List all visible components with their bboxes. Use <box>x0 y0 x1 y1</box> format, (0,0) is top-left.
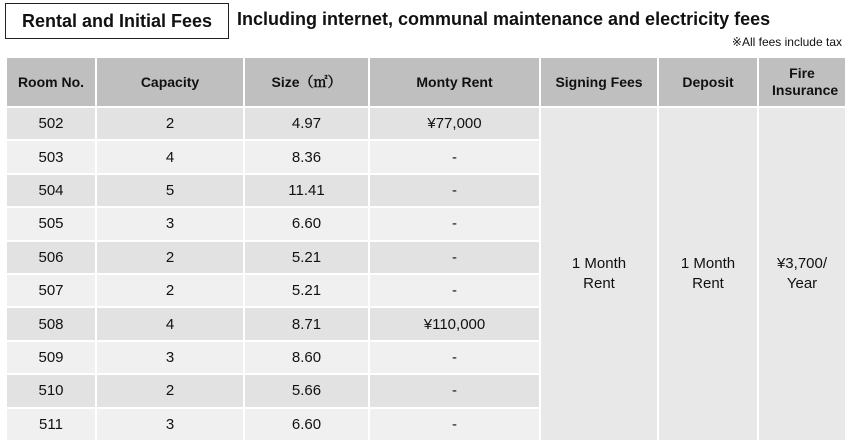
column-header-rent: Monty Rent <box>369 57 540 107</box>
column-header-fire-insurance <box>758 57 846 107</box>
room-number-cell: 502 <box>6 107 96 140</box>
fire-insurance-cell-line: ¥3,700/ <box>776 254 828 272</box>
signing-fees-cell-line: 1 Month <box>571 254 627 272</box>
monthly-rent-cell: - <box>369 207 540 240</box>
monthly-rent-cell: - <box>369 174 540 207</box>
capacity-cell: 2 <box>96 241 244 274</box>
room-number-cell: 510 <box>6 374 96 407</box>
monthly-rent-cell: - <box>369 341 540 374</box>
capacity-cell: 3 <box>96 207 244 240</box>
capacity-cell: 4 <box>96 307 244 340</box>
size-cell: 5.66 <box>244 374 369 407</box>
column-header-size: Size（㎡） <box>244 57 369 107</box>
room-number-cell: 507 <box>6 274 96 307</box>
monthly-rent-cell: ¥110,000 <box>369 307 540 340</box>
table-header-row <box>6 57 846 107</box>
column-header-capacity: Capacity <box>96 57 244 107</box>
column-header-signing-fees: Signing Fees <box>540 57 658 107</box>
size-cell: 6.60 <box>244 408 369 441</box>
monthly-rent-cell: ¥77,000 <box>369 107 540 140</box>
capacity-cell: 2 <box>96 107 244 140</box>
room-number-cell: 506 <box>6 241 96 274</box>
capacity-cell: 4 <box>96 140 244 173</box>
deposit-cell-line: Rent <box>692 274 724 292</box>
deposit-cell <box>658 107 758 441</box>
table-row <box>6 107 846 140</box>
room-number-cell: 503 <box>6 140 96 173</box>
page-title <box>5 3 229 39</box>
monthly-rent-cell: - <box>369 274 540 307</box>
capacity-cell: 2 <box>96 274 244 307</box>
size-cell: 8.71 <box>244 307 369 340</box>
page-title-text: Rental and Initial Fees <box>21 10 213 31</box>
size-cell: 11.41 <box>244 174 369 207</box>
capacity-cell: 2 <box>96 374 244 407</box>
signing-fees-cell-line: Rent <box>583 274 615 292</box>
tax-note: ※All fees include tax <box>731 35 842 49</box>
room-number-cell: 511 <box>6 408 96 441</box>
room-number-cell: 508 <box>6 307 96 340</box>
fire-insurance-header-text: Fire Insurance <box>772 65 839 98</box>
size-cell: 6.60 <box>244 207 369 240</box>
size-cell: 5.21 <box>244 241 369 274</box>
size-cell: 8.36 <box>244 140 369 173</box>
page-subtitle: Including internet, communal maintenance and electricity fees <box>237 9 771 29</box>
capacity-cell: 3 <box>96 408 244 441</box>
monthly-rent-cell: - <box>369 374 540 407</box>
room-number-cell: 505 <box>6 207 96 240</box>
column-header-room: Room No. <box>6 57 96 107</box>
fire-insurance-cell <box>758 107 846 441</box>
size-cell: 8.60 <box>244 341 369 374</box>
fire-insurance-cell-line: Year <box>786 274 818 292</box>
monthly-rent-cell: - <box>369 241 540 274</box>
capacity-cell: 5 <box>96 174 244 207</box>
size-cell: 5.21 <box>244 274 369 307</box>
signing-fees-cell <box>540 107 658 441</box>
deposit-cell-line: 1 Month <box>680 254 736 272</box>
capacity-cell: 3 <box>96 341 244 374</box>
room-number-cell: 509 <box>6 341 96 374</box>
room-number-cell: 504 <box>6 174 96 207</box>
monthly-rent-cell: - <box>369 408 540 441</box>
column-header-deposit: Deposit <box>658 57 758 107</box>
monthly-rent-cell: - <box>369 140 540 173</box>
fees-table <box>5 56 847 442</box>
size-cell: 4.97 <box>244 107 369 140</box>
